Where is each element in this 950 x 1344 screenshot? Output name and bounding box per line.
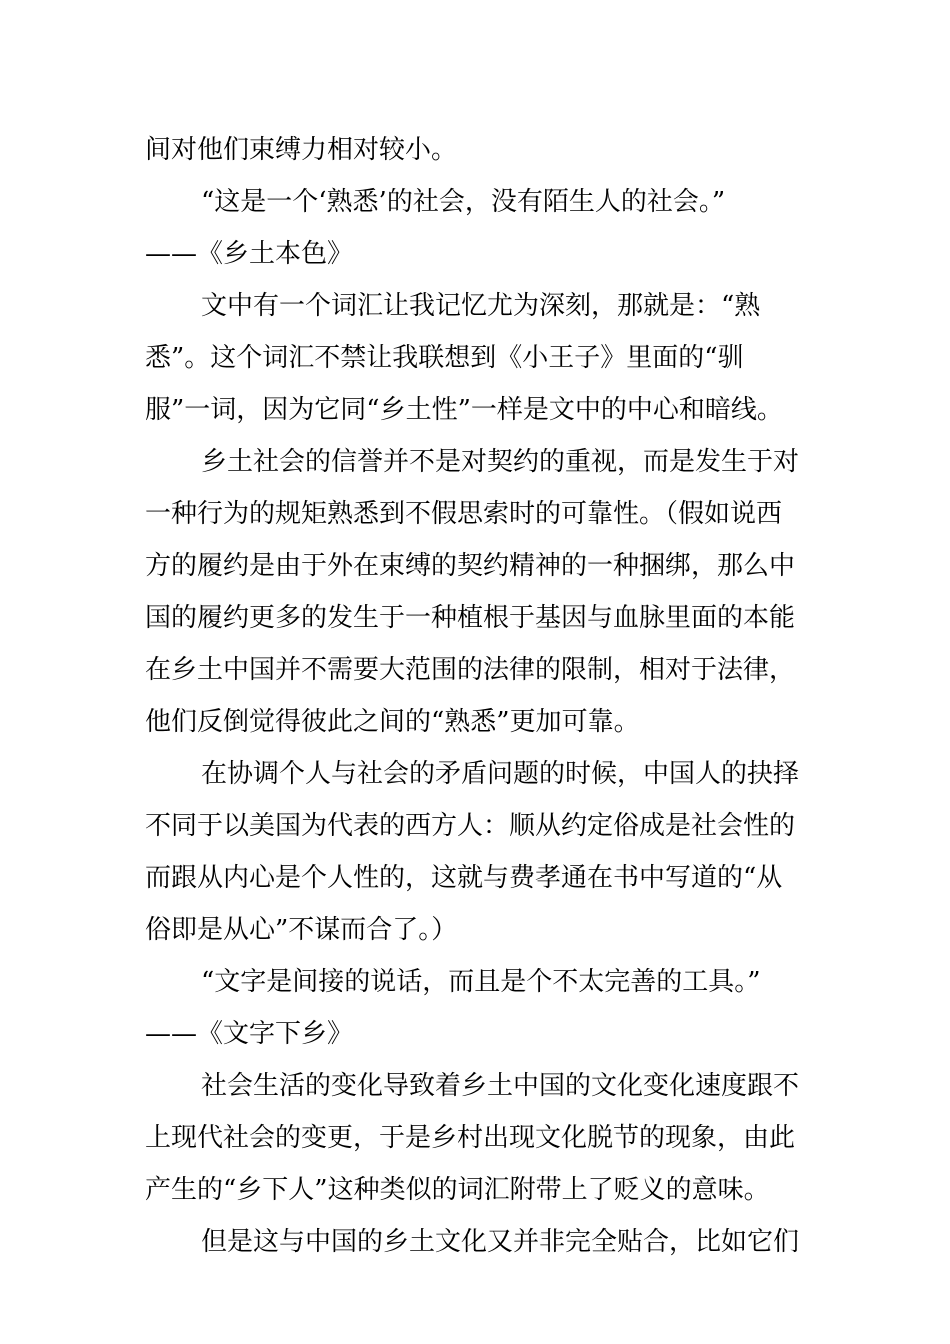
quote-line: “这是一个‘熟悉’的社会，没有陌生人的社会。” xyxy=(201,187,726,217)
text-line: 在协调个人与社会的矛盾问题的时候，中国人的抉择 xyxy=(201,759,800,789)
text-line: 服”一词，因为它同“乡土性”一样是文中的中心和暗线。 xyxy=(145,395,783,425)
text-line: 产生的“乡下人”这种类似的词汇附带上了贬义的意味。 xyxy=(145,1175,770,1205)
text-line: 他们反倒觉得彼此之间的“熟悉”更加可靠。 xyxy=(145,707,640,737)
text-line: 一种行为的规矩熟悉到不假思索时的可靠性。（假如说西 xyxy=(145,499,783,529)
text-line: 在乡土中国并不需要大范围的法律的限制，相对于法律， xyxy=(145,655,796,685)
text-line: 国的履约更多的发生于一种植根于基因与血脉里面的本能 xyxy=(145,603,796,633)
text-line: 乡土社会的信誉并不是对契约的重视，而是发生于对 xyxy=(201,447,800,477)
text-line: 文中有一个词汇让我记忆尤为深刻，那就是：“熟 xyxy=(201,291,761,321)
quote-source: ——《文字下乡》 xyxy=(145,1019,354,1049)
text-line: 方的履约是由于外在束缚的契约精神的一种捆绑，那么中 xyxy=(145,551,796,581)
text-line: 而跟从内心是个人性的，这就与费孝通在书中写道的“从 xyxy=(145,863,783,893)
text-line: 但是这与中国的乡土文化又并非完全贴合，比如它们 xyxy=(201,1227,800,1257)
text-line: 不同于以美国为代表的西方人：顺从约定俗成是社会性的 xyxy=(145,811,796,841)
quote-line: “文字是间接的说话，而且是个不太完善的工具。” xyxy=(201,967,761,997)
text-line: 上现代社会的变更，于是乡村出现文化脱节的现象，由此 xyxy=(145,1123,796,1153)
quote-source: ——《乡土本色》 xyxy=(145,239,354,269)
text-line: 悉”。这个词汇不禁让我联想到《小王子》里面的“驯 xyxy=(145,343,744,373)
document-body xyxy=(145,124,805,1268)
text-line: 社会生活的变化导致着乡土中国的文化变化速度跟不 xyxy=(201,1071,800,1101)
text-line: 间对他们束缚力相对较小。 xyxy=(145,135,458,165)
text-line: 俗即是从心”不谋而合了。） xyxy=(145,915,458,945)
